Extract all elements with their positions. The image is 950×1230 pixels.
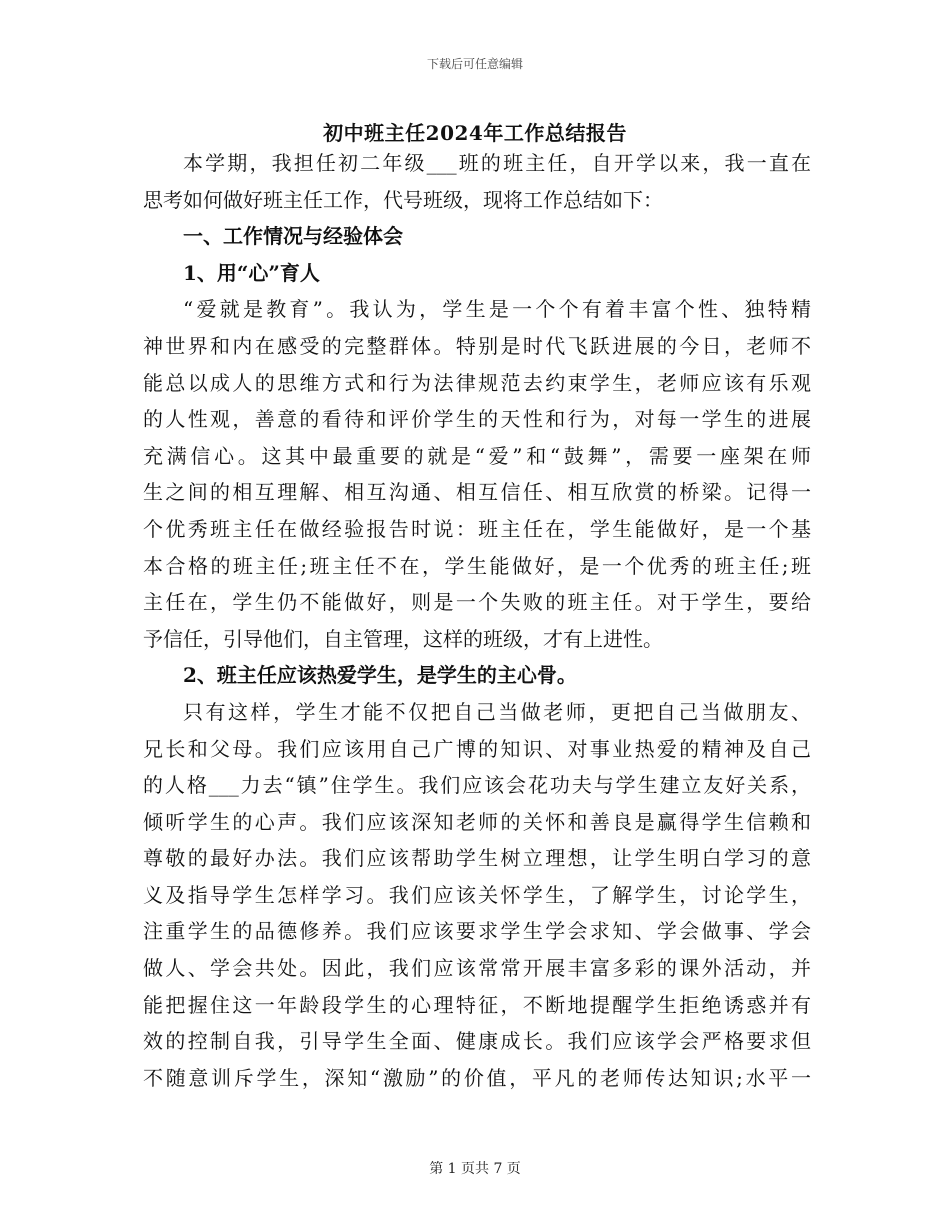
paragraph-line: 生之间的相互理解、相互沟通、相互信任、相互欣赏的桥梁。记得一 (143, 480, 811, 505)
document-body (143, 145, 811, 1096)
section-heading: 一、工作情况与经验体会 (183, 224, 403, 249)
document-title: 初中班主任2024年工作总结报告 (323, 121, 627, 145)
paragraph-line: 的人性观，善意的看待和评价学生的天性和行为，对每一学生的进展 (143, 407, 811, 432)
paragraph-line: 注重学生的品德修养。我们应该要求学生学会求知、学会做事、学会 (143, 919, 811, 944)
paragraph-line: 兄长和父母。我们应该用自己广博的知识、对事业热爱的精神及自己 (143, 736, 811, 761)
paragraph-line: 思考如何做好班主任工作，代号班级，现将工作总结如下： (143, 187, 663, 212)
paragraph-line: 能总以成人的思维方式和行为法律规范去约束学生，老师应该有乐观 (143, 370, 811, 395)
paragraph-line: “爱就是教育”。我认为，学生是一个个有着丰富个性、独特精 (183, 297, 811, 322)
paragraph-line: 效的控制自我，引导学生全面、健康成长。我们应该学会严格要求但 (143, 1029, 811, 1054)
paragraph-line: 个优秀班主任在做经验报告时说：班主任在，学生能做好，是一个基 (143, 516, 811, 541)
paragraph-line: 做人、学会共处。因此，我们应该常常开展丰富多彩的课外活动，并 (143, 956, 811, 981)
paragraph-line: 义及指导学生怎样学习。我们应该关怀学生，了解学生，讨论学生， (143, 882, 811, 907)
page-header-note: 下载后可任意编辑 (426, 57, 523, 71)
paragraph-line: 予信任，引导他们，自主管理，这样的班级，才有上进性。 (143, 626, 663, 651)
paragraph-line: 只有这样，学生才能不仅把自己当做老师，更把自己当做朋友、 (183, 699, 811, 724)
paragraph-line: 神世界和内在感受的完整群体。特别是时代飞跃进展的今日，老师不 (143, 333, 811, 358)
paragraph-line: 不随意训斥学生，深知“激励”的价值，平凡的老师传达知识;水平一 (143, 1065, 811, 1090)
paragraph-line: 的人格___力去“镇”住学生。我们应该会花功夫与学生建立友好关系， (143, 773, 811, 798)
paragraph-line: 本合格的班主任;班主任不在，学生能做好，是一个优秀的班主任;班 (143, 553, 811, 578)
paragraph-line: 能把握住这一年龄段学生的心理特征，不断地提醒学生拒绝诱惑并有 (143, 992, 811, 1017)
section-heading: 2、班主任应该热爱学生，是学生的主心骨。 (183, 663, 577, 688)
paragraph-line: 充满信心。这其中最重要的就是“爱”和“鼓舞”，需要一座架在师 (143, 443, 811, 468)
section-heading: 1、用“心”育人 (183, 260, 320, 285)
paragraph-line: 尊敬的最好办法。我们应该帮助学生树立理想，让学生明白学习的意 (143, 846, 811, 871)
paragraph-line: 倾听学生的心声。我们应该深知老师的关怀和善良是赢得学生信赖和 (143, 809, 811, 834)
paragraph-line: 本学期，我担任初二年级___班的班主任，自开学以来，我一直在 (183, 151, 811, 175)
page-number-footer: 第 1 页共 7 页 (429, 1161, 521, 1177)
paragraph-line: 主任在，学生仍不能做好，则是一个失败的班主任。对于学生，要给 (143, 590, 811, 615)
